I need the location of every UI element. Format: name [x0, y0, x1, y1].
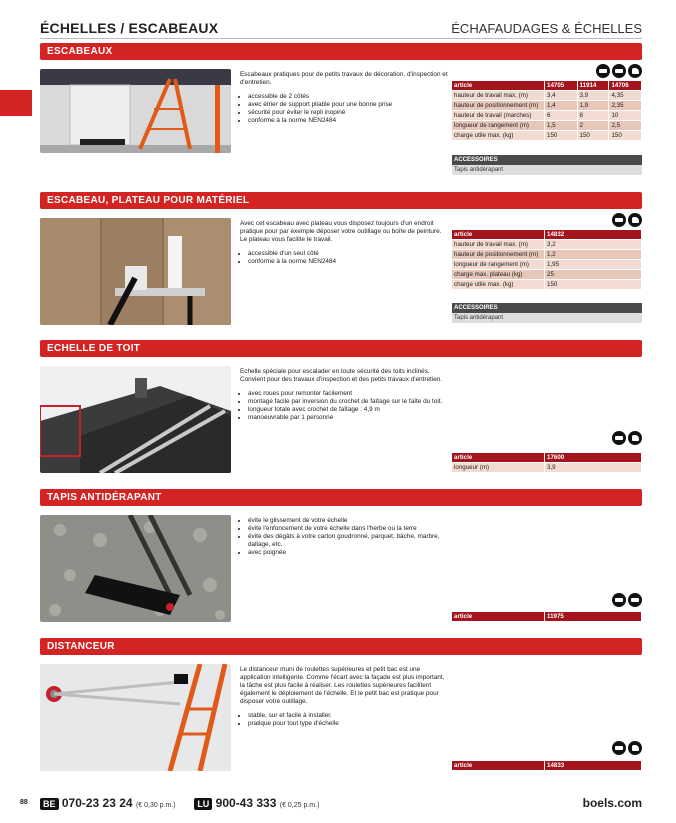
section-echelle-de-toit — [40, 340, 642, 475]
accessories-title: ACCESSOIRES — [452, 303, 642, 313]
feature-item: • avec étrier de support pliable pour une bonne prise — [248, 101, 450, 109]
spec-table — [452, 612, 642, 622]
escabeau-plateau-description — [240, 220, 450, 266]
intro-text: Le distanceur muni de roulettes supérieures et petit bac est une application intelligente. Comme l'écart avec la façade est plus important, la tâche est plus facile à réaliser. Les roulettes supérieures facilitent également le déploiement de l'échelle. Et le petit bac est pratique pour disposer votre outillage. — [240, 666, 445, 705]
table-row — [452, 121, 642, 131]
spec-table — [452, 761, 642, 771]
section-escabeaux — [40, 43, 642, 183]
cell-value: 6 — [545, 111, 578, 121]
feature-item: • évite le glissement de votre échelle — [248, 517, 450, 525]
cell-value: 3,2 — [545, 240, 642, 250]
section-tapis-antiderapant — [40, 489, 642, 624]
boot-icon — [628, 431, 642, 445]
row-label: charge utile max. (kg) — [452, 280, 545, 290]
spec-table — [452, 453, 642, 473]
feature-item: • évite des dégâts à votre carton goudronné, parquet, bâche, marbre, dallage, etc. — [248, 533, 450, 549]
feature-item: • conforme à la norme NEN2484 — [248, 117, 450, 125]
phone-be-rate: (€ 0,30 p.m.) — [135, 802, 176, 809]
escabeaux-photo — [40, 69, 231, 153]
feature-item: • pratique pour tout type d'échelle — [248, 720, 450, 728]
row-label: longueur de rangement (m) — [452, 121, 545, 131]
table-header-cell: article — [452, 230, 545, 240]
tapis-description — [240, 517, 450, 557]
cell-value: 1,5 — [545, 121, 578, 131]
spec-table — [452, 230, 642, 290]
table-row — [452, 131, 642, 141]
country-code-lu: LU — [194, 798, 212, 810]
oval-icon — [628, 593, 642, 607]
row-label: longueur de rangement (m) — [452, 260, 545, 270]
section-escabeau-plateau — [40, 192, 642, 332]
oval-icon — [612, 741, 626, 755]
table-row — [452, 270, 642, 280]
contact-numbers — [40, 796, 319, 810]
feature-item: • évite l'enfoncement de votre échelle dans l'herbe ou la terre — [248, 525, 450, 533]
spec-table — [452, 81, 642, 141]
escabeaux-description — [240, 71, 450, 125]
table-row — [452, 111, 642, 121]
feature-item: • manoeuvrable par 1 personne — [248, 414, 450, 422]
intro-text: Echelle spéciale pour escalader en toute sécurité des toits inclinés. Convient pour des travaux d'inspection et des petits travaux d'entretien. — [240, 368, 443, 383]
accessories-block — [452, 155, 642, 175]
feature-item: • sécurité pour éviter le repli inopiné — [248, 109, 450, 117]
row-label: hauteur de travail max. (m) — [452, 91, 545, 101]
feature-item: • avec poignée — [248, 549, 450, 557]
table-row — [452, 463, 642, 473]
cell-value: 150 — [577, 131, 609, 141]
row-label: hauteur de travail max. (m) — [452, 240, 545, 250]
row-label: hauteur de positionnement (m) — [452, 101, 545, 111]
distanceur-description — [240, 666, 450, 728]
table-row — [452, 250, 642, 260]
article-number: 11975 — [545, 612, 642, 622]
phone-lu-rate: (€ 0,25 p.m.) — [279, 802, 320, 809]
article-number: 11914 — [577, 81, 609, 91]
echelle-toit-photo — [40, 366, 231, 473]
table-row — [452, 240, 642, 250]
phone-lu: 900-43 333 — [215, 796, 277, 810]
header-divider — [40, 38, 642, 39]
oval-icon — [612, 213, 626, 227]
table-row — [452, 280, 642, 290]
cell-value: 150 — [609, 131, 642, 141]
distanceur-photo — [40, 664, 231, 771]
boot-icon — [628, 213, 642, 227]
row-label: hauteur de travail (marches) — [452, 111, 545, 121]
article-number: 14705 — [545, 81, 578, 91]
accessories-title: ACCESSOIRES — [452, 155, 642, 165]
cell-value: 2,5 — [609, 121, 642, 131]
oval-icon — [596, 64, 610, 78]
feature-item: • longueur totale avec crochet de faîtage : 4,9 m — [248, 406, 450, 414]
cell-value: 3,4 — [545, 91, 578, 101]
usage-icons — [612, 213, 642, 227]
feature-item: • avec roues pour remonter facilement — [248, 390, 450, 398]
table-header-cell: article — [452, 81, 545, 91]
cell-value: 1,95 — [545, 260, 642, 270]
feature-item: • accessible de 2 côtés — [248, 93, 450, 101]
cell-value: 3,9 — [577, 91, 609, 101]
feature-item: • montage facile par inversion du crochet de faîtage sur le faîte du toit. — [248, 398, 450, 406]
article-number: 14706 — [609, 81, 642, 91]
row-label: longueur (m) — [452, 463, 545, 473]
cell-value: 10 — [609, 111, 642, 121]
table-header-cell: article — [452, 453, 545, 463]
echelle-toit-description — [240, 368, 450, 422]
table-row — [452, 101, 642, 111]
table-row — [452, 260, 642, 270]
cell-value: 2,35 — [609, 101, 642, 111]
phone-be: 070-23 23 24 — [61, 796, 133, 810]
feature-item: • stable, sur et facile à installer. — [248, 712, 450, 720]
section-title: ESCABEAU, PLATEAU POUR MATÉRIEL — [40, 192, 642, 209]
table-row — [452, 91, 642, 101]
cell-value: 3,9 — [545, 463, 642, 473]
cell-value: 25 — [545, 270, 642, 280]
section-title: ESCABEAUX — [40, 43, 642, 60]
row-label: charge max. plateau (kg) — [452, 270, 545, 280]
row-label: hauteur de positionnement (m) — [452, 250, 545, 260]
oval-icon — [612, 64, 626, 78]
article-number: 14832 — [545, 230, 642, 240]
side-tab-marker — [0, 90, 32, 116]
intro-text: Avec cet escabeau avec plateau vous disposez toujours d'un endroit pratique pour par exemple déposer votre outillage ou boîte de peinture. Le plateau vous facilite le travail. — [240, 220, 442, 243]
usage-icons — [612, 741, 642, 755]
website-link[interactable]: boels.com — [582, 796, 642, 810]
tapis-photo — [40, 515, 231, 622]
escabeau-plateau-photo — [40, 218, 231, 325]
accessory-item: Tapis antidérapant — [452, 165, 642, 175]
usage-icons — [612, 431, 642, 445]
boot-icon — [628, 64, 642, 78]
cell-value: 2 — [577, 121, 609, 131]
section-distanceur — [40, 638, 642, 778]
accessories-block — [452, 303, 642, 323]
cell-value: 150 — [545, 131, 578, 141]
cell-value: 1,9 — [577, 101, 609, 111]
section-title: ECHELLE DE TOIT — [40, 340, 642, 357]
cell-value: 4,35 — [609, 91, 642, 101]
section-title: TAPIS ANTIDÉRAPANT — [40, 489, 642, 506]
cell-value: 1,4 — [545, 101, 578, 111]
cell-value: 1,2 — [545, 250, 642, 260]
row-label: charge utile max. (kg) — [452, 131, 545, 141]
feature-item: • accessible d'un seul côté — [248, 250, 450, 258]
page-category: ÉCHAFAUDAGES & ÉCHELLES — [451, 21, 642, 36]
boot-icon — [628, 741, 642, 755]
accessory-item: Tapis antidérapant — [452, 313, 642, 323]
oval-icon — [612, 431, 626, 445]
intro-text: Escabeaux pratiques pour de petits travaux de décoration, d'inspection et d'entretien. — [240, 71, 448, 86]
usage-icons — [596, 64, 642, 78]
table-header-cell: article — [452, 612, 545, 622]
cell-value: 8 — [577, 111, 609, 121]
country-code-be: BE — [40, 798, 59, 810]
page-number: 88 — [20, 799, 28, 806]
section-title: DISTANCEUR — [40, 638, 642, 655]
page-title: ÉCHELLES / ESCABEAUX — [40, 20, 219, 36]
cell-value: 150 — [545, 280, 642, 290]
feature-item: • conforme à la norme NEN2484 — [248, 258, 450, 266]
article-number: 17600 — [545, 453, 642, 463]
oval-icon — [612, 593, 626, 607]
article-number: 14833 — [545, 761, 642, 771]
table-header-cell: article — [452, 761, 545, 771]
usage-icons — [612, 593, 642, 607]
page-footer — [0, 794, 676, 814]
